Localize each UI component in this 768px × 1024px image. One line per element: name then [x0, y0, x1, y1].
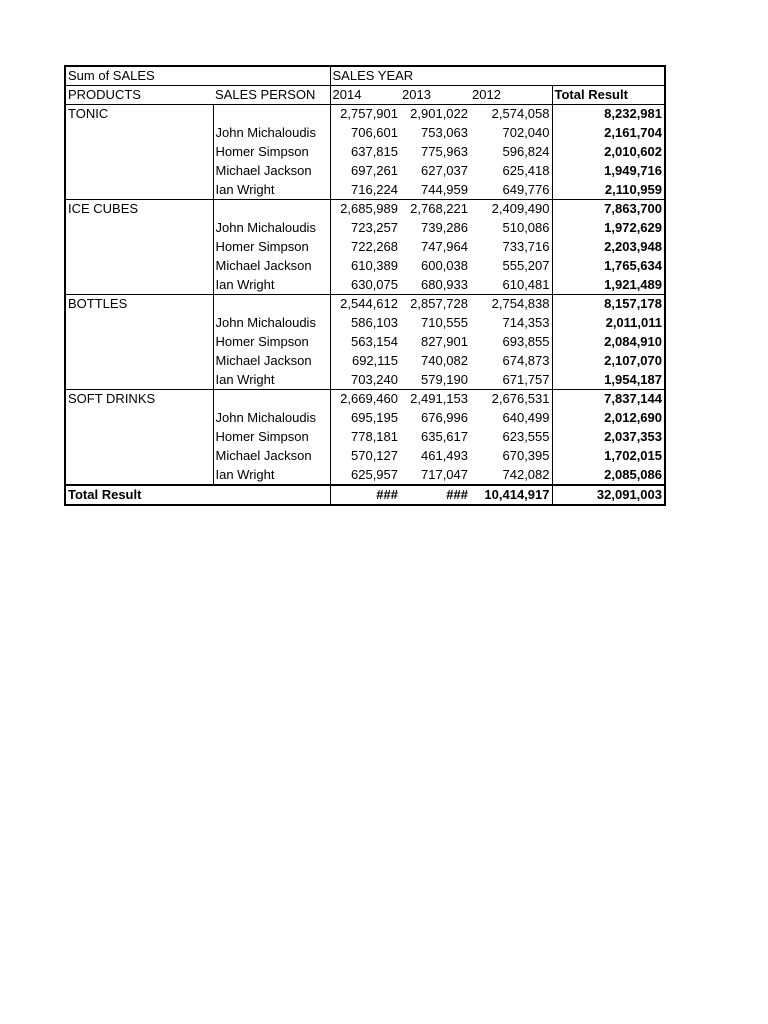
person-year-value: 630,075	[330, 276, 400, 295]
person-total-value: 2,085,086	[552, 466, 665, 485]
person-year-value: 610,389	[330, 257, 400, 276]
person-year-value: 623,555	[502, 429, 550, 444]
product-year-value: 2,685,989	[330, 200, 400, 219]
person-total-value: 1,954,187	[552, 371, 665, 390]
product-year-value: 2,574,058	[470, 105, 552, 124]
sales-person-cell	[213, 200, 330, 219]
product-year-value: 2,491,153	[400, 390, 470, 409]
person-year-value: 692,115	[330, 352, 400, 371]
person-year-value: 714,353	[502, 315, 550, 330]
person-year-value: 717,047	[421, 466, 468, 482]
product-name: BOTTLES	[65, 295, 213, 390]
year-column-header: 2012	[470, 86, 552, 105]
sales-year-label: SALES YEAR	[330, 66, 665, 86]
person-year-value: 733,716	[502, 239, 550, 254]
person-year-value: 570,127	[330, 447, 400, 466]
person-total-value: 2,037,353	[552, 428, 665, 447]
pivot-table	[64, 65, 666, 506]
product-total-value: 7,837,144	[552, 390, 665, 409]
person-total-value: 1,921,489	[552, 276, 665, 295]
person-year-value: 740,082	[421, 353, 468, 368]
sales-person-column-header: SALES PERSON	[213, 86, 330, 105]
product-name: SOFT DRINKS	[65, 390, 213, 485]
sales-person-cell	[213, 295, 330, 314]
sales-person-name: Ian Wright	[213, 371, 330, 390]
products-column-header: PRODUCTS	[65, 86, 213, 105]
product-year-value: 2,768,221	[400, 200, 470, 219]
person-year-value: 625,418	[502, 163, 550, 178]
product-year-value: 2,901,022	[400, 105, 470, 124]
product-subtotal-row	[65, 390, 665, 409]
person-year-value: 600,038	[421, 258, 468, 273]
sales-person-name: John Michaloudis	[213, 314, 330, 333]
product-year-value: 2,757,901	[330, 105, 400, 124]
person-year-value: 723,257	[330, 219, 400, 238]
person-year-value: 649,776	[502, 181, 550, 197]
person-total-value: 2,203,948	[552, 238, 665, 257]
sales-person-name: Homer Simpson	[213, 238, 330, 257]
person-total-value: 2,107,070	[552, 352, 665, 371]
person-year-value: 625,957	[330, 466, 400, 485]
product-year-value: 2,676,531	[470, 390, 552, 409]
person-year-value: 695,195	[330, 409, 400, 428]
sales-person-name: Michael Jackson	[213, 447, 330, 466]
person-year-value: 703,240	[330, 371, 400, 390]
sales-person-name: Michael Jackson	[213, 257, 330, 276]
person-total-value: 2,110,959	[552, 181, 665, 200]
sales-person-name: Homer Simpson	[213, 143, 330, 162]
sum-of-sales-label: Sum of SALES	[68, 68, 155, 83]
product-year-value: 2,409,490	[470, 200, 552, 219]
year-column-header: 2014	[330, 86, 400, 105]
person-year-value: 697,261	[330, 162, 400, 181]
total-result-column-header: Total Result	[552, 86, 665, 105]
header-row-2	[65, 86, 665, 105]
person-year-value: 563,154	[330, 333, 400, 352]
product-year-value: 2,857,728	[400, 295, 470, 314]
grand-total-year-value: 10,414,917	[470, 485, 552, 505]
person-year-value: 716,224	[330, 181, 400, 200]
sales-person-name: Michael Jackson	[213, 352, 330, 371]
product-subtotal-row	[65, 295, 665, 314]
sales-person-name: Ian Wright	[213, 276, 330, 295]
person-year-value: 637,815	[330, 143, 400, 162]
person-year-value: 640,499	[502, 410, 550, 425]
person-year-value: 579,190	[421, 371, 468, 387]
person-year-value: 722,268	[330, 238, 400, 257]
person-total-value: 2,011,011	[552, 314, 665, 333]
product-total-value: 7,863,700	[552, 200, 665, 219]
person-total-value: 2,012,690	[552, 409, 665, 428]
person-year-value: 775,963	[421, 144, 468, 159]
person-year-value: 742,082	[502, 466, 550, 482]
person-year-value: 635,617	[421, 429, 468, 444]
product-total-value: 8,232,981	[552, 105, 665, 124]
pivot-body	[65, 66, 665, 505]
person-year-value: 627,037	[421, 163, 468, 178]
person-year-value: 702,040	[502, 125, 550, 140]
person-year-value: 693,855	[502, 334, 550, 349]
product-subtotal-row	[65, 200, 665, 219]
sales-person-cell	[213, 105, 330, 124]
sales-person-name: Homer Simpson	[213, 333, 330, 352]
person-total-value: 2,010,602	[552, 143, 665, 162]
person-year-value: 778,181	[330, 428, 400, 447]
person-year-value: 676,996	[421, 410, 468, 425]
person-total-value: 2,084,910	[552, 333, 665, 352]
product-year-value: 2,669,460	[330, 390, 400, 409]
sales-person-name: Homer Simpson	[213, 428, 330, 447]
person-year-value: 671,757	[502, 371, 550, 387]
person-total-value: 2,161,704	[552, 124, 665, 143]
person-year-value: 670,395	[502, 448, 550, 463]
header-row-1	[65, 66, 665, 86]
grand-total-value: 32,091,003	[552, 485, 665, 505]
sales-person-name: John Michaloudis	[213, 409, 330, 428]
sales-person-name: Michael Jackson	[213, 162, 330, 181]
person-year-value: 744,959	[421, 181, 468, 197]
person-total-value: 1,949,716	[552, 162, 665, 181]
sales-person-name: Ian Wright	[213, 466, 330, 485]
person-year-value: 710,555	[421, 315, 468, 330]
product-name: ICE CUBES	[65, 200, 213, 295]
product-name: TONIC	[65, 105, 213, 200]
person-year-value: 739,286	[421, 220, 468, 235]
person-year-value: 555,207	[502, 258, 550, 273]
grand-total-year-value: ###	[400, 485, 470, 505]
sales-person-name: John Michaloudis	[213, 124, 330, 143]
product-year-value: 2,544,612	[330, 295, 400, 314]
person-year-value: 674,873	[502, 353, 550, 368]
person-total-value: 1,765,634	[552, 257, 665, 276]
sales-person-name: John Michaloudis	[213, 219, 330, 238]
sales-person-cell	[213, 390, 330, 409]
product-year-value: 2,754,838	[470, 295, 552, 314]
person-year-value: 586,103	[330, 314, 400, 333]
person-year-value: 596,824	[502, 144, 550, 159]
person-year-value: 706,601	[330, 124, 400, 143]
grand-total-label: Total Result	[65, 485, 330, 505]
person-total-value: 1,702,015	[552, 447, 665, 466]
year-column-header: 2013	[400, 86, 470, 105]
person-total-value: 1,972,629	[552, 219, 665, 238]
person-year-value: 610,481	[502, 276, 550, 292]
grand-total-year-value: ###	[330, 485, 400, 505]
product-subtotal-row	[65, 105, 665, 124]
person-year-value: 747,964	[421, 239, 468, 254]
person-year-value: 510,086	[502, 220, 550, 235]
person-year-value: 827,901	[421, 334, 468, 349]
product-total-value: 8,157,178	[552, 295, 665, 314]
sales-person-name: Ian Wright	[213, 181, 330, 200]
grand-total-row	[65, 485, 665, 505]
person-year-value: 753,063	[421, 125, 468, 140]
person-year-value: 680,933	[421, 276, 468, 292]
person-year-value: 461,493	[421, 448, 468, 463]
